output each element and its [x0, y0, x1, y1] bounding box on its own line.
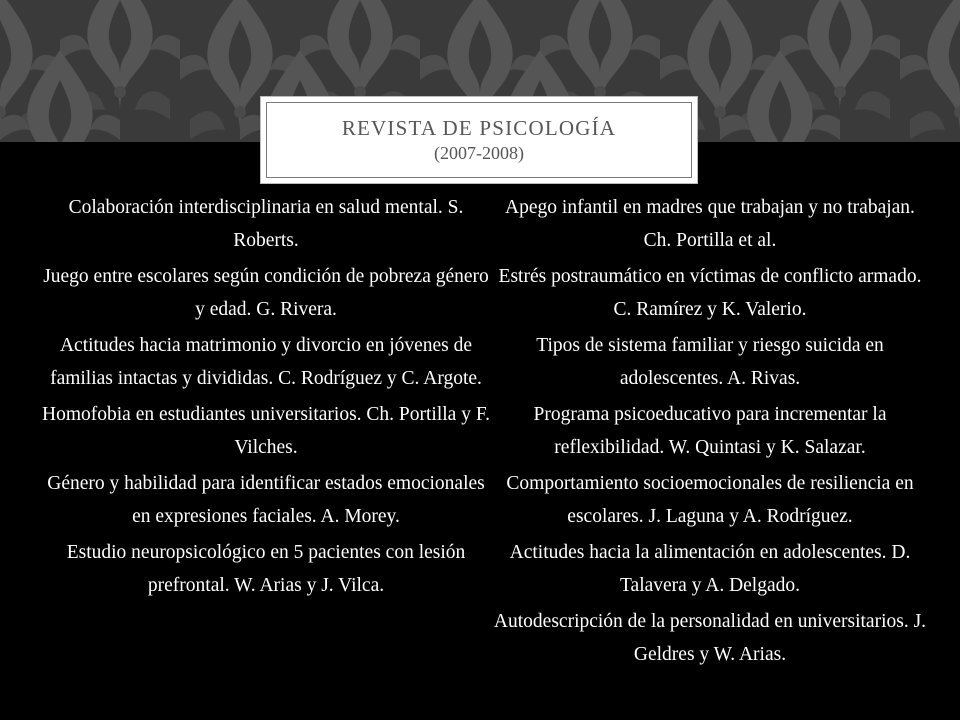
list-item: Comportamiento socioemocionales de resiliencia en escolares. J. Laguna y A. Rodríguez.	[506, 473, 914, 527]
list-item: Apego infantil en madres que trabajan y no trabajan. Ch. Portilla et al.	[505, 197, 915, 251]
list-item: Estrés postraumático en víctimas de conflicto armado. C. Ramírez y K. Valerio.	[498, 266, 922, 320]
title-box	[260, 96, 698, 184]
list-item: Actitudes hacia la alimentación en adolescentes. D. Talavera y A. Delgado.	[509, 542, 911, 596]
title-inner-frame	[266, 102, 692, 178]
list-item: Estudio neuropsicológico en 5 pacientes con lesión prefrontal. W. Arias y J. Vilca.	[66, 542, 466, 596]
list-item: Colaboración interdisciplinaria en salud mental. S. Roberts.	[68, 197, 464, 251]
left-column-article-list	[40, 192, 492, 606]
list-item: Tipos de sistema familiar y riesgo suicida en adolescentes. A. Rivas.	[536, 335, 884, 389]
page-subtitle-years: (2007-2008)	[434, 143, 524, 163]
list-item: Homofobia en estudiantes universitarios. Ch. Portilla y F. Vilches.	[42, 404, 490, 458]
list-item: Género y habilidad para identificar estados emocionales en expresiones faciales. A. Morey.	[47, 473, 485, 527]
right-column-article-list	[490, 192, 930, 675]
list-item: Juego entre escolares según condición de pobreza género y edad. G. Rivera.	[43, 266, 489, 320]
list-item: Programa psicoeducativo para incrementar la reflexibilidad. W. Quintasi y K. Salazar.	[533, 404, 887, 458]
list-item: Actitudes hacia matrimonio y divorcio en jóvenes de familias intactas y divididas. C. Rodríguez y C. Argote.	[50, 335, 482, 389]
list-item: Autodescripción de la personalidad en universitarios. J. Geldres y W. Arias.	[493, 611, 927, 665]
page-title: REVISTA DE PSICOLOGÍA	[341, 116, 617, 140]
